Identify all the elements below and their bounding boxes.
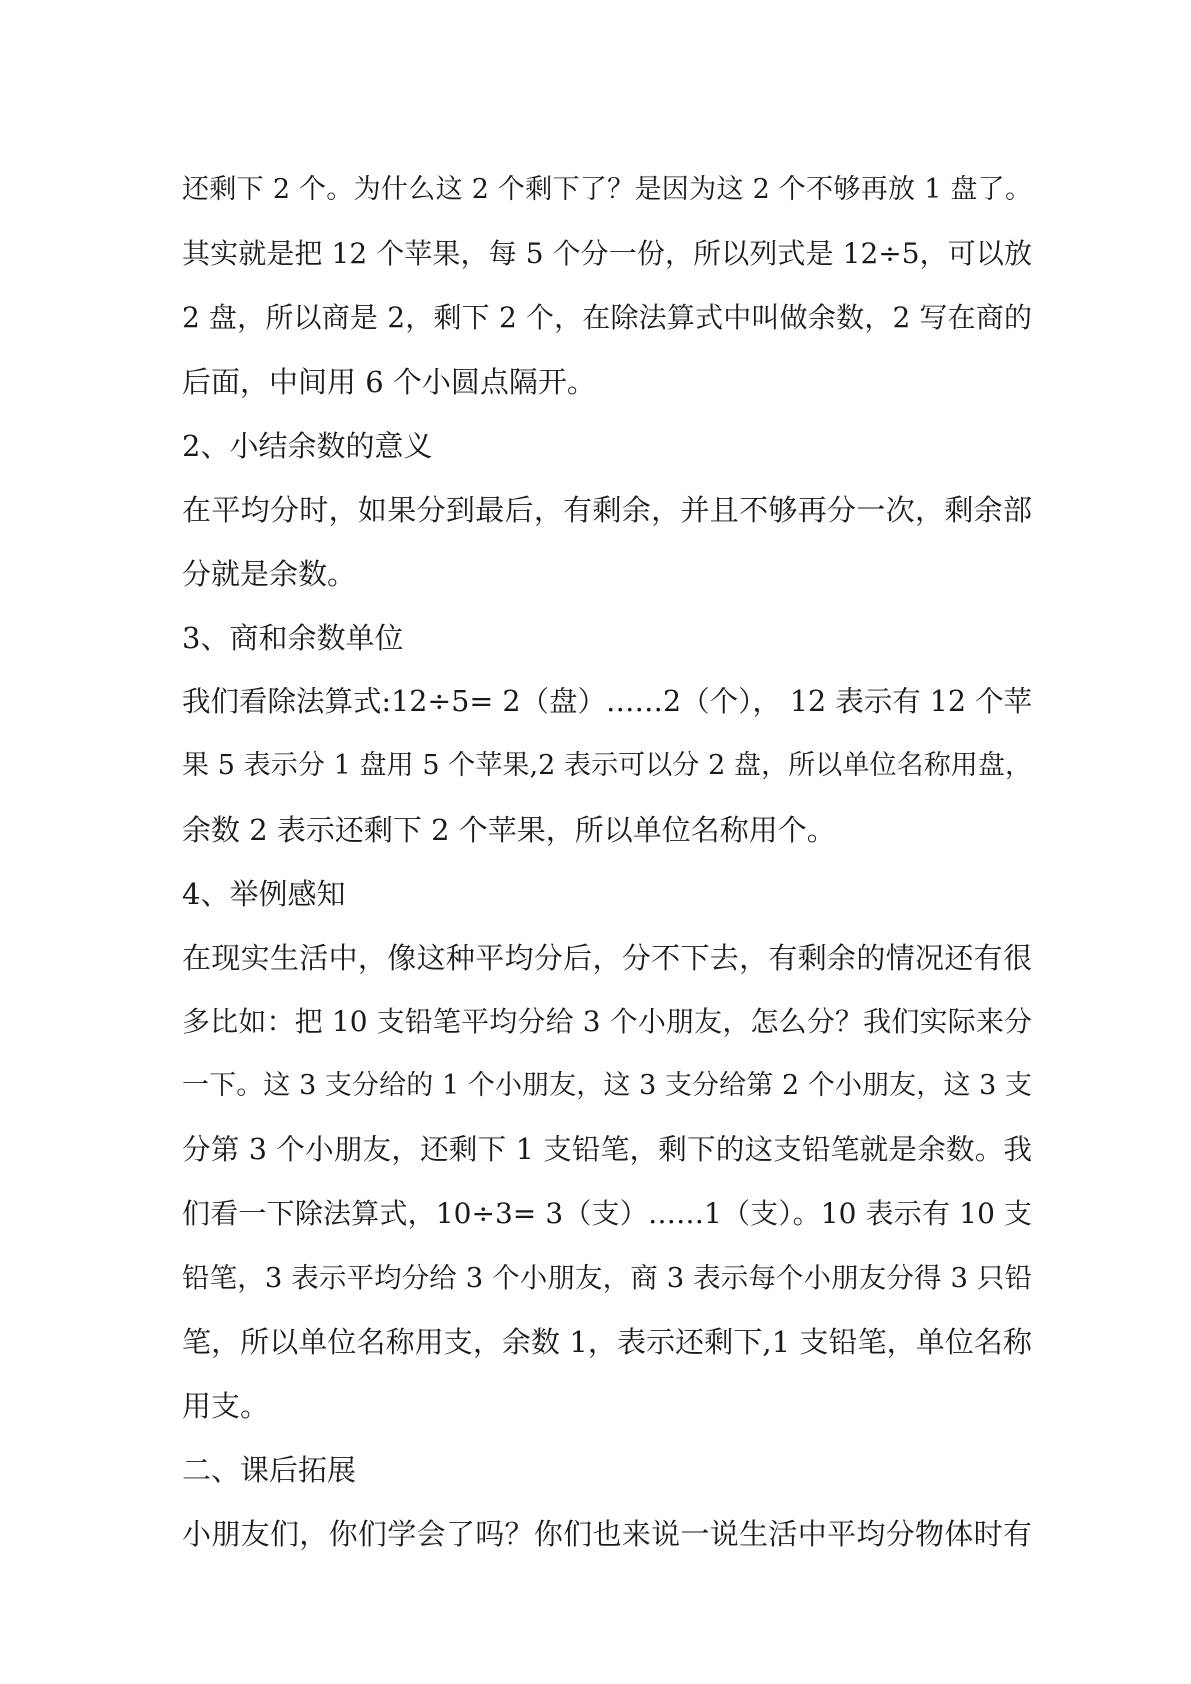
text-line: 们看一下除法算式，10÷3= 3（支）……1（支）。10 表示有 10 支 — [182, 1197, 1032, 1230]
text-line: 还剩下 2 个。为什么这 2 个剩下了？是因为这 2 个不够再放 1 盘了。 — [182, 174, 1032, 205]
section-heading: 2、小结余数的意义 — [182, 429, 433, 463]
section-heading: 二、课后拓展 — [182, 1453, 357, 1487]
text-line: 用支。 — [182, 1389, 270, 1423]
document-body — [182, 158, 1032, 1566]
text-line: 我们看除法算式:12÷5= 2（盘）……2（个）， 12 表示有 12 个苹 — [182, 685, 1033, 718]
section-heading: 4、举例感知 — [182, 877, 346, 911]
text-line: 在现实生活中，像这种平均分后，分不下去，有剩余的情况还有很 — [182, 941, 1032, 975]
text-line: 笔，所以单位名称用支，余数 1，表示还剩下,1 支铅笔，单位名称 — [182, 1325, 1032, 1359]
text-line: 果 5 表示分 1 盘用 5 个苹果,2 表示可以分 2 盘，所以单位名称用盘， — [182, 750, 1032, 781]
text-line: 后面，中间用 6 个小圆点隔开。 — [182, 365, 596, 399]
text-line: 多比如：把 10 支铅笔平均分给 3 个小朋友，怎么分？我们实际来分 — [182, 1005, 1032, 1038]
text-line: 小朋友们，你们学会了吗？你们也来说一说生活中平均分物体时有 — [182, 1517, 1032, 1551]
text-line: 余数 2 表示还剩下 2 个苹果，所以单位名称用个。 — [182, 813, 836, 847]
section-heading: 3、商和余数单位 — [182, 621, 404, 655]
text-line: 分就是余数。 — [182, 557, 357, 591]
text-line: 铅笔，3 表示平均分给 3 个小朋友，商 3 表示每个小朋友分得 3 只铅 — [182, 1262, 1032, 1294]
text-line: 其实就是把 12 个苹果，每 5 个分一份，所以列式是 12÷5，可以放 — [182, 237, 1032, 270]
text-line: 一下。这 3 支分给的 1 个小朋友，这 3 支分给第 2 个小朋友，这 3 支 — [182, 1070, 1032, 1101]
text-line: 在平均分时，如果分到最后，有剩余，并且不够再分一次，剩余部 — [182, 493, 1032, 527]
text-line: 2 盘，所以商是 2，剩下 2 个，在除法算式中叫做余数，2 写在商的 — [182, 301, 1032, 334]
text-line: 分第 3 个小朋友，还剩下 1 支铅笔，剩下的这支铅笔就是余数。我 — [182, 1133, 1032, 1166]
